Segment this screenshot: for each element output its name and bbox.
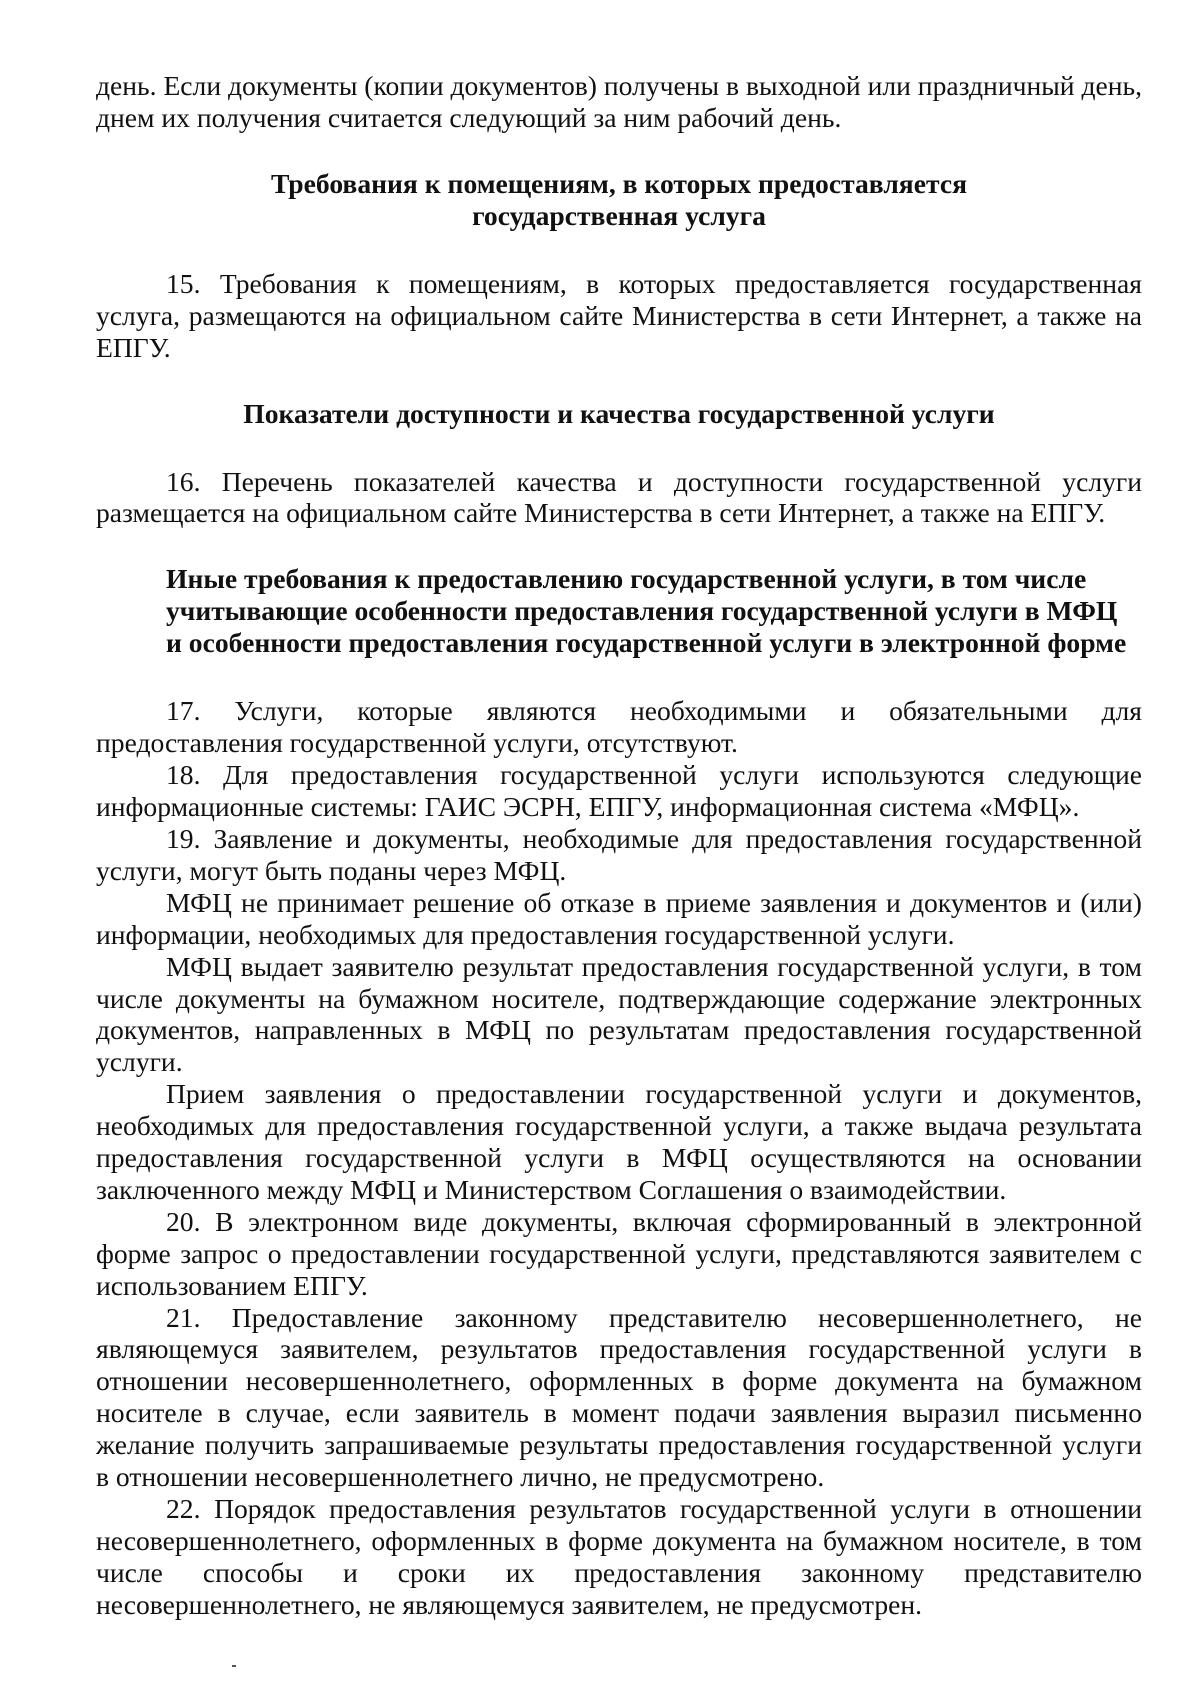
paragraph-22: 22. Порядок предоставления результатов государственной услуги в отношении несовершеннолетнего, оформленных в форме документа на бумажном носителе, в том числе способы и сроки их предоставления законному представителю несовершеннолетнего, не являющемуся заявителем, не предусмотрен. — [96, 1493, 1142, 1620]
paragraph-17: 17. Услуги, которые являются необходимыми и обязательными для предоставления государственной услуги, отсутствуют. — [96, 695, 1142, 759]
paragraph-21: 21. Предоставление законному представителю несовершеннолетнего, не являющемуся заявителем, результатов предоставления государственной услуги в отношении несовершеннолетнего, оформленных в форме документа на бумажном носителе в случае, если заявитель в момент подачи заявления выразил письменно желание получить запрашиваемые результаты предоставления государственной услуги в отношении несовершеннолетнего лично, не предусмотрено. — [96, 1301, 1142, 1493]
paragraph-19-mfc-refusal: МФЦ не принимает решение об отказе в приеме заявления и документов и (или) информации, необходимых для предоставления государственной услуги. — [96, 886, 1142, 950]
paragraph-16: 16. Перечень показателей качества и доступности государственной услуги размещается на официальном сайте Министерства в сети Интернет, а также на ЕПГУ. — [96, 465, 1142, 529]
section-heading-other-requirements: Иные требования к предоставлению государственной услуги, в том числе учитывающие особенности предоставления государственной услуги в МФЦ и особенности предоставления государственной услуги в электронной форме — [166, 563, 1127, 659]
paragraph-continuation: день. Если документы (копии документов) получены в выходной или праздничный день, днем их получения считается следующий за ним рабочий день. — [96, 70, 1142, 133]
scan-speck — [232, 1665, 236, 1667]
paragraph-19-mfc-result: МФЦ выдает заявителю результат предоставления государственной услуги, в том числе документы на бумажном носителе, подтверждающие содержание электронных документов, направленных в МФЦ по результатам предоставления государственной услуги. — [96, 950, 1142, 1078]
section-heading-quality: Показатели доступности и качества государственной услуги — [243, 397, 995, 429]
section-heading-premises: Требования к помещениям, в которых предоставляется государственная услуга — [270, 167, 968, 231]
paragraph-18: 18. Для предоставления государственной услуги используются следующие информационные системы: ГАИС ЭСРН, ЕПГУ, информационная система «МФЦ». — [96, 759, 1142, 823]
paragraph-19-agreement: Прием заявления о предоставлении государственной услуги и документов, необходимых для предоставления государственной услуги, а также выдача результата предоставления государственной услуги в МФЦ осуществляются на основании заключенного между МФЦ и Министерством Соглашения о взаимодействии. — [96, 1078, 1142, 1205]
paragraph-20: 20. В электронном виде документы, включая сформированный в электронной форме запрос о предоставлении государственной услуги, представляются заявителем с использованием ЕПГУ. — [96, 1205, 1142, 1301]
paragraph-15: 15. Требования к помещениям, в которых предоставляется государственная услуга, размещаются на официальном сайте Министерства в сети Интернет, а также на ЕПГУ. — [96, 267, 1142, 363]
paragraph-19: 19. Заявление и документы, необходимые для предоставления государственной услуги, могут быть поданы через МФЦ. — [96, 822, 1142, 886]
